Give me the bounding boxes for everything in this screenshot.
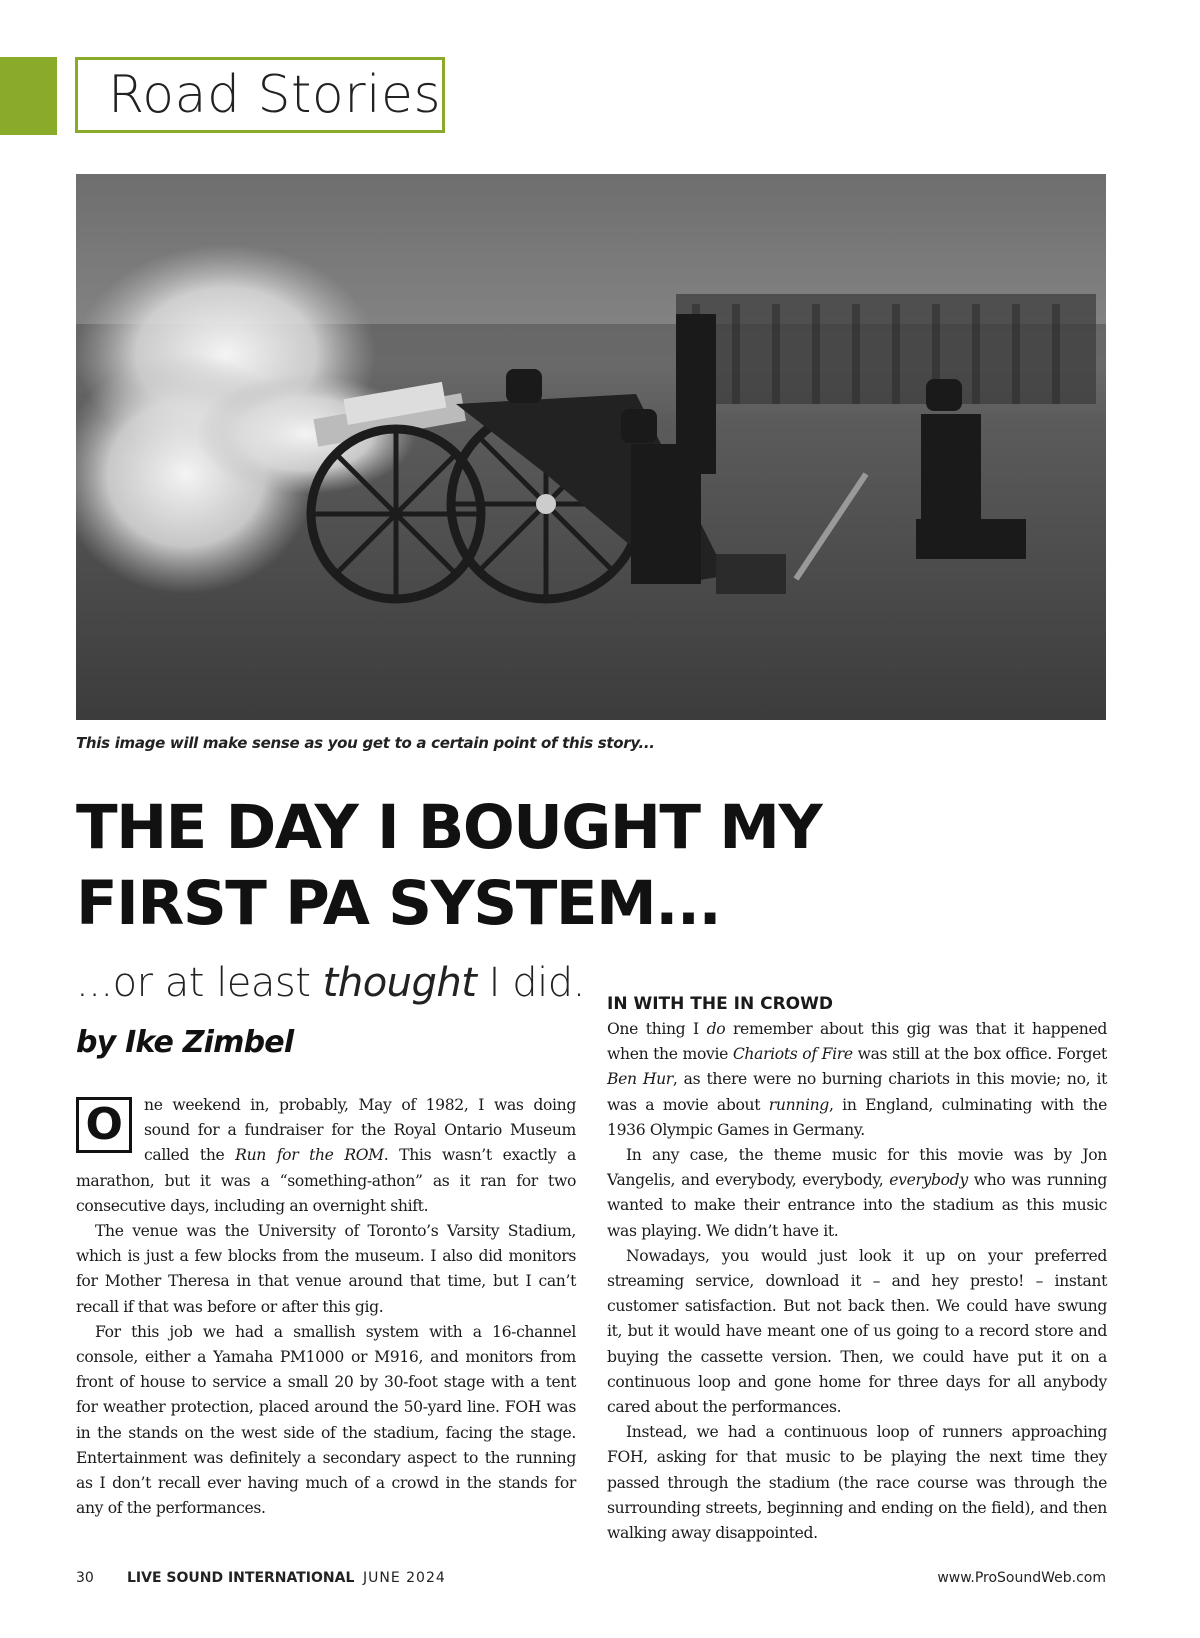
author-byline: by Ike Zimbel: [76, 1025, 294, 1060]
section-accent-tab: [0, 57, 57, 135]
left-column: [76, 1093, 576, 1521]
photo-caption: This image will make sense as you get to a certain point of this story...: [76, 734, 655, 752]
magazine-name: LIVE SOUND INTERNATIONAL: [127, 1570, 355, 1586]
article-deck: ...or at least thought I did.: [76, 960, 585, 1006]
paragraph: Nowadays, you would just look it up on your preferred streaming service, download it – and hey presto! – instant customer satisfaction. But not back then. We could have swung it, but it would have meant one of us going to a record store and buying the cassette version. Then, we could have put it on a continuous loop and gone home for three days for all anybody cared about the performances.: [607, 1246, 1107, 1417]
cannon-salute-photo: [76, 174, 1106, 720]
section-label: Road Stories: [75, 57, 445, 133]
article-headline: [76, 790, 836, 942]
headline-line-2: FIRST PA SYSTEM...: [76, 868, 721, 939]
paragraph: The venue was the University of Toronto’s Varsity Stadium, which is just a few blocks from the museum. I also did monitors for Mother Theresa in that venue around that time, but I can’t recall if that was before or after this gig.: [76, 1222, 576, 1316]
drop-cap: O: [76, 1097, 132, 1153]
page-number: 30: [76, 1570, 94, 1586]
paragraph: For this job we had a smallish system with a 16-channel console, either a Yamaha PM1000 or M916, and monitors from front of house to service a small 20 by 30-foot stage with a tent for weather protection, placed around the 50-yard line. FOH was in the stands on the west side of the stadium, facing the stage. Entertainment was definitely a secondary aspect to the running as I don’t recall ever having much of a crowd in the stands for any of the performances.: [76, 1322, 576, 1518]
paragraph: O ne weekend in, probably, May of 1982, I was doing sound for a fundraiser for the Royal Ontario Museum called the Run for the ROM. This wasn’t exactly a marathon, but it was a “something-athon” as it ran for two consecutive days, including an overnight shift.: [76, 1096, 576, 1215]
paragraph: In any case, the theme music for this movie was by Jon Vangelis, and everybody, everybody, everybody who was running wanted to make their entrance into the stadium as this music was playing. We didn’t have it.: [607, 1146, 1107, 1240]
website-link[interactable]: www.ProSoundWeb.com: [937, 1570, 1106, 1586]
section-subhead: IN WITH THE IN CROWD: [607, 994, 833, 1014]
issue-date: JUNE 2024: [363, 1570, 446, 1586]
right-column: [607, 992, 1107, 1546]
headline-line-1: THE DAY I BOUGHT MY: [76, 792, 822, 863]
paragraph: One thing I do remember about this gig was that it happened when the movie Chariots of Fire was still at the box office. Forget Ben Hur, as there were no burning chariots in this movie; no, it was a movie about running, in England, culminating with the 1936 Olympic Games in Germany.: [607, 1020, 1107, 1139]
paragraph: Instead, we had a continuous loop of runners approaching FOH, asking for that music to be playing the next time they passed through the stadium (the race course was through the surrounding streets, beginning and ending on the field), and then walking away disappointed.: [607, 1423, 1107, 1543]
